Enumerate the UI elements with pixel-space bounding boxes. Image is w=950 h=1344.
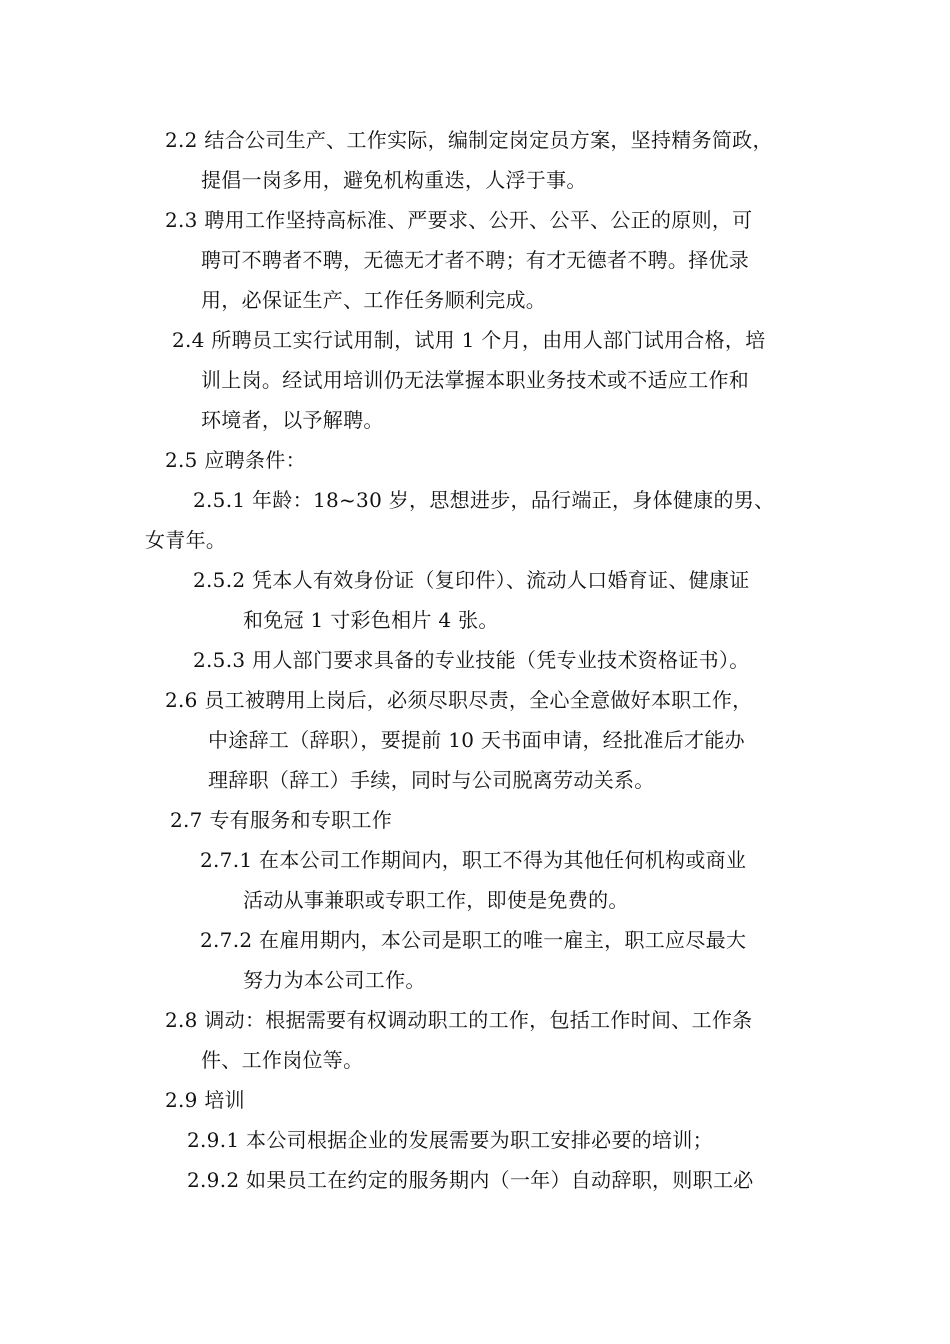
clause-2-5-3-line-1: 2.5.3 用人部门要求具备的专业技能（凭专业技术资格证书）。 (193, 648, 750, 672)
clause-2-7-1-line-1: 2.7.1 在本公司工作期间内，职工不得为其他任何机构或商业 (200, 848, 747, 872)
clause-2-4-line-1: 2.4 所聘员工实行试用制，试用 1 个月，由用人部门试用合格，培 (172, 328, 766, 352)
clause-2-5-1-line-2: 女青年。 (145, 528, 227, 552)
clause-2-5-heading: 2.5 应聘条件： (165, 448, 306, 472)
clause-2-5-1-line-1: 2.5.1 年龄：18~30 岁，思想进步，品行端正，身体健康的男、 (193, 488, 775, 512)
clause-2-6-line-2: 中途辞工（辞职），要提前 10 天书面申请，经批准后才能办 (208, 728, 745, 752)
clause-2-3-line-1: 2.3 聘用工作坚持高标准、严要求、公开、公平、公正的原则，可 (165, 208, 753, 232)
clause-2-8-line-1: 2.8 调动：根据需要有权调动职工的工作，包括工作时间、工作条 (165, 1008, 753, 1032)
clause-2-4-line-2: 训上岗。经试用培训仍无法掌握本职业务技术或不适应工作和 (201, 368, 750, 392)
clause-2-8-line-2: 件、工作岗位等。 (201, 1048, 364, 1072)
clause-2-6-line-3: 理辞职（辞工）手续，同时与公司脱离劳动关系。 (208, 768, 655, 792)
clause-2-5-2-line-1: 2.5.2 凭本人有效身份证（复印件）、流动人口婚育证、健康证 (193, 568, 750, 592)
clause-2-7-heading: 2.7 专有服务和专职工作 (170, 808, 393, 832)
clause-2-3-line-2: 聘可不聘者不聘，无德无才者不聘；有才无德者不聘。择优录 (201, 248, 750, 272)
clause-2-6-line-1: 2.6 员工被聘用上岗后，必须尽职尽责，全心全意做好本职工作， (165, 688, 753, 712)
clause-2-9-1-line-1: 2.9.1 本公司根据企业的发展需要为职工安排必要的培训； (187, 1128, 713, 1152)
clause-2-7-2-line-2: 努力为本公司工作。 (243, 968, 426, 992)
clause-2-9-heading: 2.9 培训 (165, 1088, 245, 1112)
clause-2-7-1-line-2: 活动从事兼职或专职工作，即使是免费的。 (243, 888, 629, 912)
clause-2-4-line-3: 环境者，以予解聘。 (201, 408, 384, 432)
clause-2-7-2-line-1: 2.7.2 在雇用期内，本公司是职工的唯一雇主，职工应尽最大 (200, 928, 747, 952)
clause-2-5-2-line-2: 和免冠 1 寸彩色相片 4 张。 (243, 608, 499, 632)
clause-2-9-2-line-1: 2.9.2 如果员工在约定的服务期内（一年）自动辞职，则职工必 (187, 1168, 754, 1192)
clause-2-2-line-2: 提倡一岗多用，避免机构重迭，人浮于事。 (201, 168, 587, 192)
clause-2-3-line-3: 用，必保证生产、工作任务顺利完成。 (201, 288, 547, 312)
clause-2-2-line-1: 2.2 结合公司生产、工作实际，编制定岗定员方案，坚持精务简政， (165, 128, 773, 152)
